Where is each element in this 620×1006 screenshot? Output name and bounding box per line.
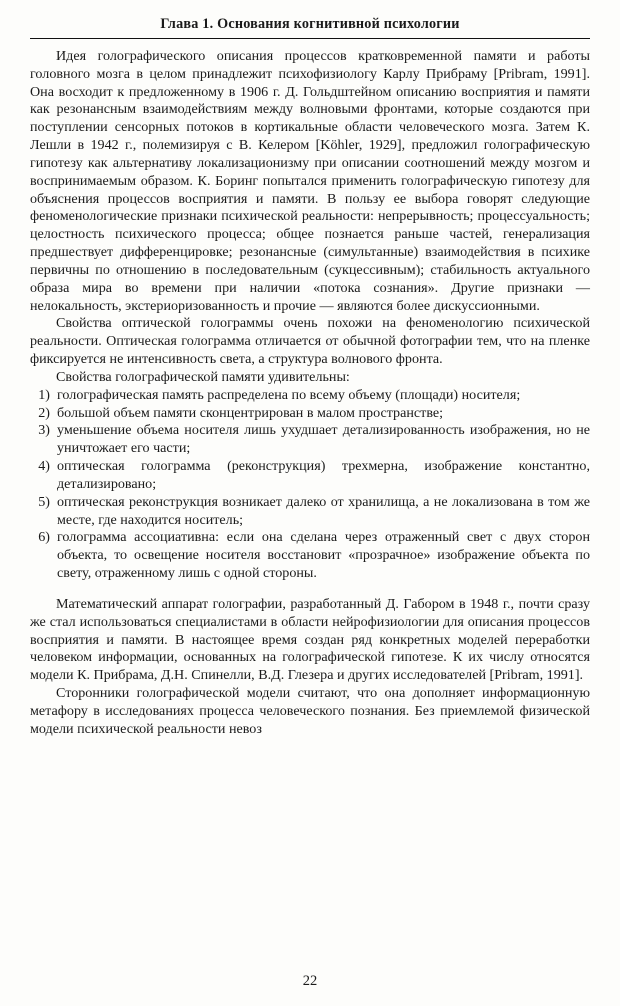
- list-item-text: голограмма ассоциативна: если она сделана через отраженный свет с двух сторон объекта, то освещение носителя восстановит «прозрачное» изображение объекта по свету, отраженному лишь с одной стороны.: [57, 529, 590, 582]
- list-item: [30, 494, 590, 530]
- list-item-text: оптическая голограмма (реконструкция) трехмерна, изображение константно, детализировано;: [57, 458, 590, 492]
- page-body: [30, 48, 590, 738]
- header-divider: [30, 38, 590, 39]
- list-item-number: 3): [38, 422, 50, 439]
- list-item-number: 5): [38, 493, 50, 510]
- paragraph-5: Сторонники голографической модели считают, что она дополняет информационную метафору в исследованиях процесса человеческого познания. Без приемлемой физической модели психической реальности невоз: [30, 684, 590, 737]
- list-item: [30, 405, 590, 423]
- paragraph-1: Идея голографического описания процессов кратковременной памяти и работы головного мозга в целом принадлежит психофизиологу Карлу Прибраму [Pribram, 1991]. Она восходит к предложенному в 1906 г. Д. Гольдштейном описанию восприятия и памяти как резонансным взаимодействиям между волновыми фронтами, которые создаются при поступлении сенсорных потоков в кортикальные области человеческого мозга. Затем К. Лешли в 1942 г., полемизируя с В. Келером [Köhler, 1929], предложил голографическую гипотезу как альтернативу локализационизму при описании соотношений между мозгом и воспринимаемым образом. К. Боринг попытался применить голографическую гипотезу для объяснения процессов восприятия и памяти. В пользу ее выбора говорят следующие феноменологические признаки психической реальности: непрерывность; процессуальность; целостность психического процесса; общее познается раньше частей, генерализация предшествует дифференцировке; резонансные (симультанные) взаимодействия в психике первичны по отношению в последовательным (сукцессивным); стабильность актуального образа мира во времени при наличии «потока сознания». Другие признаки — нелокальность, экстериоризованность и прочие — являются более дискуссионными.: [30, 48, 590, 314]
- list-item-text: оптическая реконструкция возникает далеко от хранилища, а не локализована в том же месте, где находится носитель;: [57, 493, 590, 528]
- numbered-list: [30, 387, 590, 583]
- list-item-text: большой объем памяти сконцентрирован в малом пространстве;: [57, 404, 444, 421]
- running-head: Глава 1. Основания когнитивной психологии: [160, 16, 460, 32]
- list-item-number: 1): [38, 386, 50, 403]
- paragraph-spacer: [30, 583, 590, 596]
- list-item: [30, 422, 590, 458]
- list-item-number: 6): [38, 529, 50, 546]
- list-item: [30, 458, 590, 494]
- list-item-number: 2): [38, 404, 50, 421]
- list-item: [30, 387, 590, 405]
- list-item: [30, 529, 590, 582]
- list-item-text: голографическая память распределена по всему объему (площади) носителя;: [57, 386, 521, 403]
- paragraph-2: Свойства оптической голограммы очень похожи на феноменологию психической реальности. Оптическая голограмма отличается от обычной фотографии тем, что на пленке фиксируется не интенсивность света, а структура волнового фронта.: [30, 315, 590, 368]
- list-item-text: уменьшение объема носителя лишь ухудшает детализированность изображения, но не уничтожает его части;: [57, 422, 590, 457]
- paragraph-4: Математический аппарат голографии, разработанный Д. Габором в 1948 г., почти сразу же стал использоваться специалистами в области нейрофизиологии для описания процессов восприятия и памяти. В настоящее время создан ряд конкретных моделей переработки человеком информации, основанных на голографической гипотезе. К их числу относятся модели К. Прибрама, Д.Н. Спинелли, В.Д. Глезера и других исследователей [Pribram, 1991].: [30, 595, 590, 684]
- paragraph-3: Свойства голографической памяти удивительны:: [56, 368, 350, 385]
- list-item-number: 4): [38, 458, 50, 475]
- page-number: 22: [302, 973, 318, 989]
